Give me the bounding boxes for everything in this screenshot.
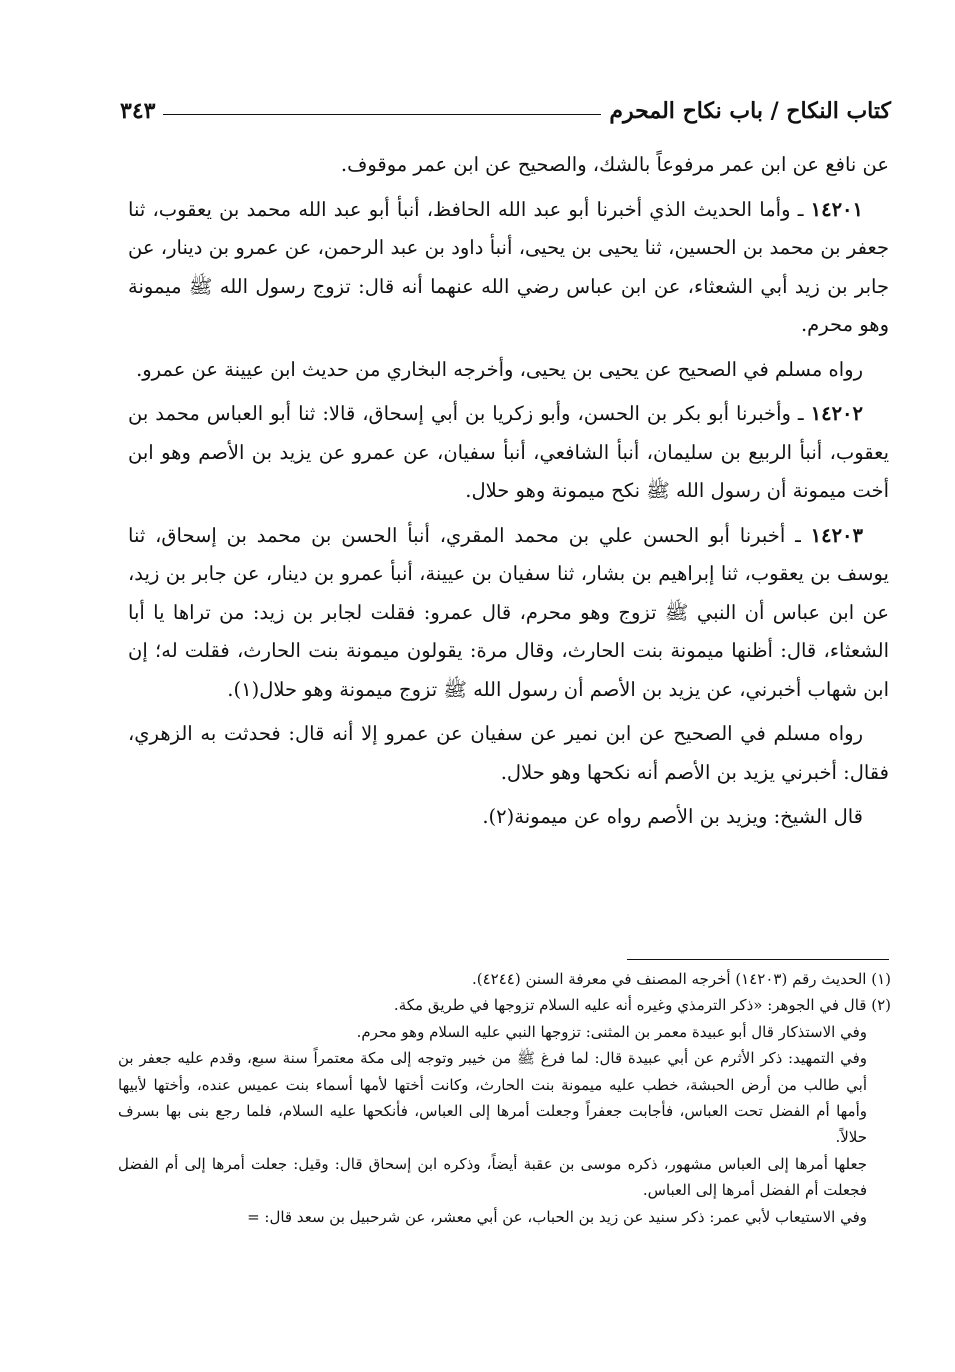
footnote-2-line: جعلها أمرها إلى العباس مشهور، ذكره موسى بن عقبة أيضاً، وذكره ابن إسحاق قال: وقيل: جعلت أمرها إلى أم الفضل فجعلت أم الفضل أمرها إلى العباس.	[118, 1154, 867, 1200]
paragraph	[128, 715, 889, 792]
paragraph	[128, 798, 889, 837]
paragraph-text: ـ وأما الحديث الذي أخبرنا أبو عبد الله الحافظ، أنبأ أبو عبد الله محمد بن يعقوب، ثنا جعفر بن محمد بن الحسين، ثنا يحيى بن يحيى، أنبأ داود بن عبد الرحمن، عن عمرو بن دينار، عن جابر بن زيد أبي الشعثاء، عن ابن عباس رضي الله عنهما أنه قال: تزوج رسول الله ﷺ ميمونة وهو محرم.	[128, 197, 889, 336]
header-rule	[163, 114, 601, 115]
hadith-14201	[128, 191, 889, 345]
footnote-2: (٢) قال في الجوهر: «ذكر الترمذي وغيره أنه عليه السلام تزوجها في طريق مكة.	[393, 996, 891, 1015]
footnote-2-line: وفي الاستيعاب لأبي عمر: ذكر سنيد عن زيد بن الحباب، عن أبي معشر، عن شرحبيل بن سعد قال: =	[247, 1207, 867, 1226]
footnote-2-line: وفي الاستذكار قال أبو عبيدة معمر بن المثنى: تزوجها النبي عليه السلام وهو محرم.	[356, 1022, 867, 1041]
page-number: ٣٤٣	[120, 98, 156, 124]
paragraph-text: قال الشيخ: ويزيد بن الأصم رواه عن ميمونة(٢).	[482, 805, 863, 828]
paragraph-text: ـ وأخبرنا أبو بكر بن الحسن، وأبو زكريا بن أبي إسحاق، قالا: ثنا أبو العباس محمد بن يعقوب، أنبأ الربيع بن سليمان، أنبأ الشافعي، أنبأ سفيان، عن عمرو عن يزيد بن الأصم وهو ابن أخت ميمونة أن رسول الله ﷺ نكح ميمونة وهو حلال.	[128, 402, 889, 502]
footnote-2-line: وفي التمهيد: ذكر الأثرم عن أبي عبيدة قال: لما فرغ ﷺ من خيبر وتوجه إلى مكة معتمراً سنة سبع، وقدم عليه جعفر بن أبي طالب من أرض الحبشة، خطب عليه ميمونة بنت الحارث، وكانت أختها لأمها أسماء بنت عميس عنده، وأختها لأبيها وأمها أم الفضل تحت العباس، فأجابت جعفراً وجعلت أمرها إلى العباس، فأنكحها عليه السلام، فلما رجع بنى بها بسرف حلالاً.	[118, 1049, 867, 1147]
paragraph	[128, 146, 889, 185]
hadith-number: ١٤٢٠٣	[810, 523, 863, 547]
paragraph-text: رواه مسلم في الصحيح عن يحيى بن يحيى، وأخرجه البخاري من حديث ابن عيينة عن عمرو.	[136, 357, 863, 381]
paragraph-text: عن نافع عن ابن عمر مرفوعاً بالشك، والصحيح عن ابن عمر موقوف.	[340, 153, 889, 176]
main-text	[128, 146, 889, 843]
hadith-14202	[128, 395, 889, 511]
footnote-1: (١) الحديث رقم (١٤٢٠٣) أخرجه المصنف في معرفة السنن (٤٢٤٤).	[472, 970, 891, 988]
hadith-14203	[128, 517, 889, 710]
footnotes	[118, 966, 891, 1230]
paragraph-text: ـ أخبرنا أبو الحسن علي بن محمد المقري، أنبأ الحسن بن محمد بن إسحاق، ثنا يوسف بن يعقوب، ثنا إبراهيم بن بشار، ثنا سفيان بن عيينة، أنبأ عمرو بن دينار، عن جابر بن زيد، عن ابن عباس أن النبي ﷺ تزوج وهو محرم، قال عمرو: فقلت لجابر بن زيد: من تراها يا أبا الشعثاء، قال: أظنها ميمونة بنت الحارث، وقال مرة: يقولون ميمونة بنت الحارث، فقلت له؛ إن ابن شهاب أخبرني، عن يزيد بن الأصم أن رسول الله ﷺ تزوج ميمونة وهو حلال(١).	[128, 523, 889, 701]
page-header	[120, 84, 891, 124]
paragraph	[128, 351, 889, 390]
footnote-rule	[627, 959, 889, 960]
paragraph-text: رواه مسلم في الصحيح عن ابن نمير عن سفيان عن عمرو إلا أنه قال: فحدثت به الزهري، فقال: أخبرني يزيد بن الأصم أنه نكحها وهو حلال.	[128, 722, 889, 784]
running-title: كتاب النكاح / باب نكاح المحرم	[609, 98, 891, 124]
hadith-number: ١٤٢٠١	[810, 197, 863, 221]
hadith-number: ١٤٢٠٢	[810, 402, 863, 425]
